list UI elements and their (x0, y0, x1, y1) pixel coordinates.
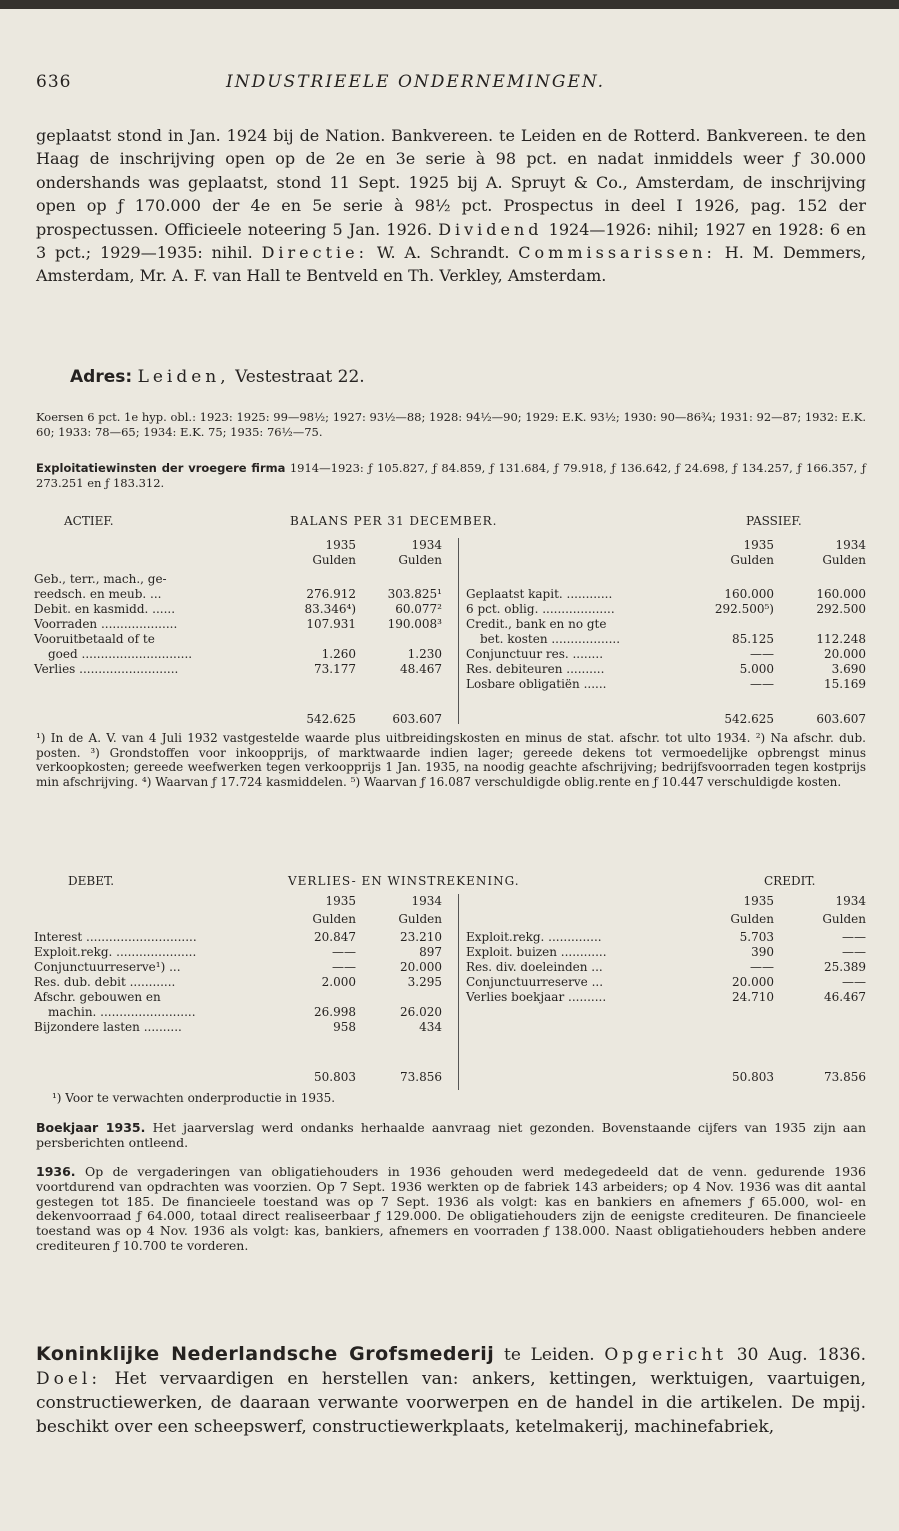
koninklijke-paragraph (36, 1342, 866, 1439)
exploitatie-paragraph (36, 461, 866, 491)
intro-text: geplaatst stond in Jan. 1924 bij de Nation. Bankvereen. te Leiden en de Rotterd. Bankvereen. te den Haag de inschrijving open op de 2e en 3e serie à 98 pct. en nadat inmiddels weer ƒ 30.000 ondershands was geplaatst, stond 11 Sept. 1925 bij A. Spruyt & Co., Amsterdam, de inschrijving open op ƒ 170.000 der 4e en 5e serie à 98½ pct. Prospectus in deel I 1926, pag. 152 der prospectussen. Officieele noteering 5 Jan. 1926. (36, 126, 866, 239)
activa-row: reedsch. en meub. ... 276.912 303.825¹ (34, 587, 442, 601)
activa-row: goed ............................. 1.260 1.230 (48, 647, 442, 661)
debet-row: Exploit.rekg. ..................... —— 897 (34, 945, 442, 959)
passiva-rows (466, 572, 868, 692)
directie-label: Directie: (261, 243, 368, 263)
passiva-row (466, 572, 868, 587)
passiva-row: Geplaatst kapit. ............ 160.000 160.000 (466, 587, 866, 601)
koersen-paragraph: Koersen 6 pct. 1e hyp. obl.: 1923: 1925: 99—98½; 1927: 93½—88; 1928: 94½—90; 1929: E.K. 93½; 1930: 90—86¾; 1931: 92—87; 1932: E.K. 60; 1933: 78—65; 1934: E.K. 75; 1935: 76½—75. (36, 410, 866, 439)
scan-edge (0, 0, 899, 9)
1936-label: 1936. (36, 1164, 76, 1179)
passief-title: PASSIEF. (746, 514, 802, 528)
wv-title: VERLIES- EN WINSTREKENING. (288, 874, 520, 888)
passiva-row: Conjunctuur res. ........ —— 20.000 (466, 647, 866, 661)
left-unit-1934: Gulden (398, 912, 442, 926)
left-unit-1935: Gulden (312, 553, 356, 567)
profit-loss-table (34, 872, 868, 1092)
balans-title: BALANS PER 31 DECEMBER. (290, 514, 498, 528)
debet-title: DEBET. (68, 874, 115, 888)
left-unit-1934: Gulden (398, 553, 442, 567)
doel-text: Het vervaardigen en herstellen van: ankers, kettingen, werktuigen, vaartuigen, constructiewerken, de daaraan verwante voorwerpen en de handel in die artikelen. De mpij. beschikt over een scheepswerf, constructiewerkplaats, ketelmakerij, machinefabriek, (36, 1369, 867, 1437)
actief-title: ACTIEF. (64, 514, 114, 528)
total-debet-1935: 50.803 (314, 1070, 356, 1084)
right-unit-1935: Gulden (730, 912, 774, 926)
right-year-1934: 1934 (835, 894, 866, 908)
exploitatie-text: 1914—1923: ƒ 105.827, ƒ 84.859, ƒ 131.684, ƒ 79.918, ƒ 136.642, ƒ 24.698, ƒ 134.257, ƒ 166.357, ƒ 273.251 en ƒ 183.312. (36, 461, 866, 490)
credit-row: Res. div. doeleinden ... —— 25.389 (466, 960, 866, 974)
credit-row: Exploit. buizen ............ 390 —— (466, 945, 866, 959)
running-title: INDUSTRIEELE ONDERNEMINGEN. (226, 72, 606, 92)
activa-row: Debit. en kasmidd. ...... 83.346⁴) 60.077² (34, 602, 442, 616)
left-year-1935: 1935 (325, 538, 356, 552)
boekjaar-text: Het jaarverslag werd ondanks herhaalde aanvraag niet gezonden. Bovenstaande cijfers van 1935 zijn aan persberichten ontleend. (36, 1120, 866, 1150)
credit-row (466, 915, 868, 930)
left-year-1934: 1934 (411, 538, 442, 552)
exploitatie-label: Exploitatiewinsten der vroegere firma (36, 461, 286, 475)
total-activa-1935: 542.625 (306, 712, 356, 726)
address-city: Leiden, (137, 367, 230, 387)
opgericht-date: 30 Aug. 1836. (736, 1345, 867, 1365)
credit-row: Exploit.rekg. .............. 5.703 —— (466, 930, 866, 944)
debet-row: Conjunctuurreserve¹) ... —— 20.000 (34, 960, 442, 974)
right-unit-1935: Gulden (730, 553, 774, 567)
activa-row: Voorraden .................... 107.931 190.008³ (34, 617, 442, 631)
dividend-text: 1924—1926: nihil; 1927 en 1928: 6 en 3 pct.; 1929—1935: nihil. (36, 219, 866, 263)
address-label: Adres: (70, 367, 133, 387)
passiva-row: Res. debiteuren .......... 5.000 3.690 (466, 662, 866, 676)
doel-label: Doel: (36, 1369, 102, 1389)
right-unit-1934: Gulden (822, 912, 866, 926)
dividend-label: Dividend (438, 219, 543, 239)
total-passiva-1935: 542.625 (724, 712, 774, 726)
left-year-1934: 1934 (411, 894, 442, 908)
passiva-row: Credit., bank en no gte (466, 617, 607, 631)
directie-text: W. A. Schrandt. (376, 243, 510, 263)
total-passiva-1934: 603.607 (816, 712, 866, 726)
credit-title: CREDIT. (764, 874, 816, 888)
debet-row: machin. ......................... 26.998 26.020 (48, 1005, 442, 1019)
right-year-1935: 1935 (743, 538, 774, 552)
debet-rows (34, 930, 454, 1035)
credit-row: Verlies boekjaar .......... 24.710 46.467 (466, 990, 866, 1004)
commissarissen-label: Commissarissen: (518, 243, 716, 263)
activa-row: Geb., terr., mach., ge- (34, 572, 167, 586)
address-line (70, 367, 365, 387)
company-place: te Leiden. (504, 1345, 595, 1365)
intro-paragraph (36, 124, 866, 288)
wv-footnote: ¹) Voor te verwachten onderproductie in 1935. (52, 1091, 336, 1105)
passiva-row: 6 pct. oblig. ................... 292.500⁵) 292.500 (466, 602, 866, 616)
total-credit-1935: 50.803 (732, 1070, 774, 1084)
activa-rows (34, 572, 454, 677)
debet-row: Interest ............................. 20.847 23.210 (34, 930, 442, 944)
balance-sheet-table (34, 512, 868, 727)
passiva-row: bet. kosten .................. 85.125 112.248 (480, 632, 866, 646)
total-debet-1934: 73.856 (400, 1070, 442, 1084)
right-year-1934: 1934 (835, 538, 866, 552)
activa-row: Vooruitbetaald of te (34, 632, 155, 646)
credit-row: Conjunctuurreserve ... 20.000 —— (466, 975, 866, 989)
table-divider (458, 894, 459, 1090)
total-credit-1934: 73.856 (824, 1070, 866, 1084)
address-street: Vestestraat 22. (235, 367, 365, 387)
company-name: Koninklijke Nederlandsche Grofsmederij (36, 1343, 495, 1365)
activa-row: Verlies .......................... 73.177 48.467 (34, 662, 442, 676)
boekjaar-label: Boekjaar 1935. (36, 1120, 146, 1135)
debet-row: Afschr. gebouwen en (34, 990, 161, 1004)
boekjaar-paragraph (36, 1121, 866, 1151)
1936-paragraph (36, 1165, 866, 1254)
left-unit-1935: Gulden (312, 912, 356, 926)
left-year-1935: 1935 (325, 894, 356, 908)
1936-text: Op de vergaderingen van obligatiehouders in 1936 gehouden werd medegedeeld dat de venn. gedurende 1936 voortdurend van opdrachten was voorzien. Op 7 Sept. 1936 werkten op de fabriek 143 arbeiders; op 4 Nov. 1936 was dit aantal gestegen tot 185. De financieele toestand was op 7 Sept. 1936 als volgt: kas en bankiers en afnemers ƒ 65.000, wol- en dekenvoorraad ƒ 64.000, totaal direct realiseerbaar ƒ 129.000. De obligatiehouders zijn de eenigste crediteuren. De financieele toestand was op 4 Nov. 1936 als volgt: kas, bankiers, afnemers en voorraden ƒ 138.000. Naast obligatiehouders hebben andere crediteuren ƒ 10.700 te vorderen. (36, 1164, 866, 1253)
total-activa-1934: 603.607 (392, 712, 442, 726)
passiva-row: Losbare obligatiën ...... —— 15.169 (466, 677, 866, 691)
opgericht-label: Opgericht (604, 1345, 728, 1365)
balans-footnotes: ¹) In de A. V. van 4 Juli 1932 vastgestelde waarde plus uitbreidingskosten en minus de stat. afschr. tot ulto 1934. ²) Na afschr. dub. posten. ³) Grondstoffen voor inkoopprijs, of marktwaarde indien lager; gereede dekens tot vermoedelijke opbrengst minus verkoopkosten; gereede weefwerken tegen verkoopprijs 1 Jan. 1935, na noodig geachte afschrijving; bedrijfsvoorraden tegen kostprijs min afschrijving. ⁴) Waarvan ƒ 17.724 kasmiddelen. ⁵) Waarvan ƒ 16.087 verschuldigde oblig.rente en ƒ 10.447 verschuldigde kosten. (36, 731, 866, 790)
table-divider (458, 538, 459, 724)
commissarissen-text: H. M. Demmers, Amsterdam, Mr. A. F. van Hall te Bentveld en Th. Verkley, Amsterdam. (36, 243, 867, 286)
page-number: 636 (36, 72, 72, 92)
debet-row: Bijzondere lasten .......... 958 434 (34, 1020, 442, 1034)
right-year-1935: 1935 (743, 894, 774, 908)
credit-rows (466, 915, 868, 1005)
debet-row: Res. dub. debit ............ 2.000 3.295 (34, 975, 442, 989)
right-unit-1934: Gulden (822, 553, 866, 567)
